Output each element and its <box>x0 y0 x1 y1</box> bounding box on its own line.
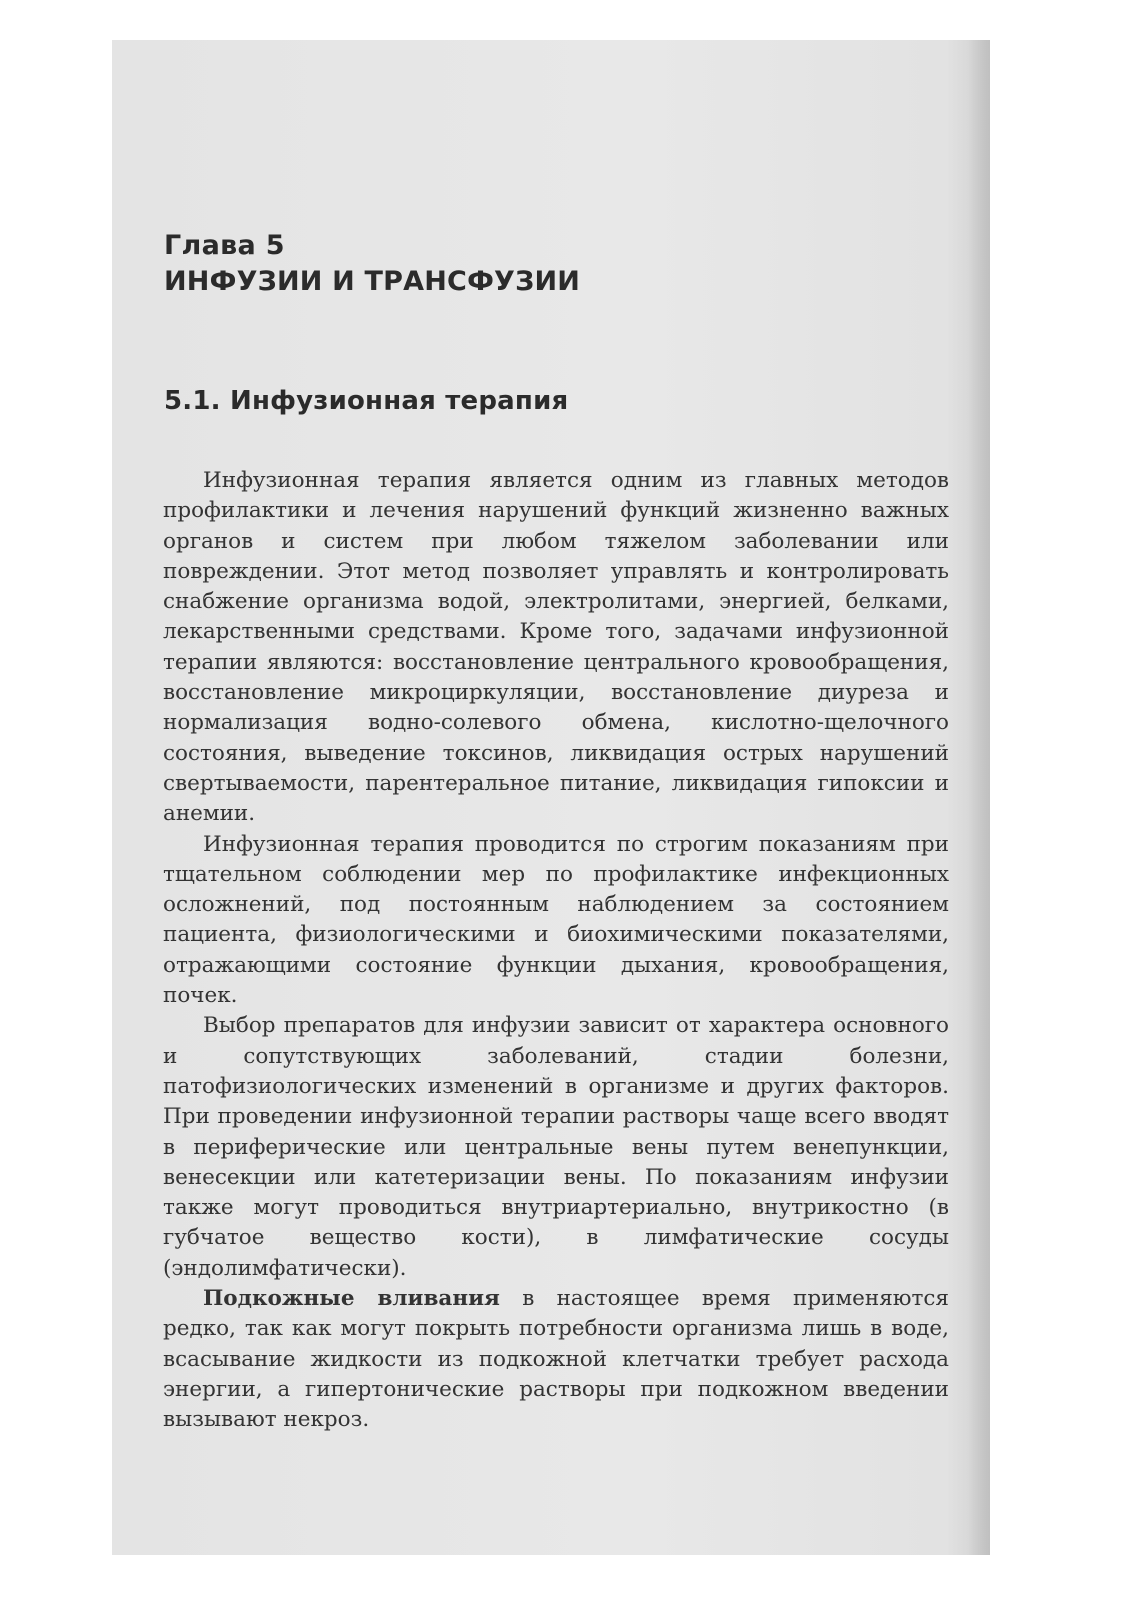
paragraph-4-text: в настоящее время применяются редко, так как могут покрыть потребности организма лишь в воде, всасывание жидкости из подкожной клетчатки требует расхода энергии, а гипертонические растворы при подкожном введении вызывают некроз. <box>163 1286 949 1433</box>
chapter-heading <box>164 228 580 300</box>
paragraph-4 <box>163 1284 949 1435</box>
chapter-label: Глава 5 <box>164 230 285 261</box>
chapter-title: ИНФУЗИИ И ТРАНСФУЗИИ <box>164 266 581 297</box>
paragraph-2: Инфузионная терапия проводится по строгим показаниям при тщательном соблюдении мер по профилактике инфекционных осложнений, под постоянным наблюдением за состоянием пациента, физиологическими и биохимическими показателями, отражающими состояние функции дыхания, кровообращения, почек. <box>163 831 949 1009</box>
page-edge-shadow <box>968 40 990 1555</box>
paragraph-3: Выбор препаратов для инфузии зависит от характера основного и сопутствующих заболеваний, стадии болезни, патофизиологических изменений в организме и других факторов. При проведении инфузионной терапии растворы чаще всего вводят в периферические или центральные вены путем венепункции, венесекции или катетеризации вены. По показаниям инфузии также могут проводиться внутриартериально, внутрикостно (в губчатое вещество кости), в лимфатические сосуды (эндолимфатически). <box>163 1013 949 1281</box>
scanned-page <box>112 40 990 1555</box>
section-title: 5.1. Инфузионная терапия <box>164 386 569 416</box>
bold-term: Подкожные вливания <box>203 1286 500 1312</box>
body-text <box>163 466 949 1436</box>
paragraph-1: Инфузионная терапия является одним из главных методов профилактики и лечения нарушений функций жизненно важных органов и систем при любом тяжелом заболевании или повреждении. Этот метод позволяет управлять и контролировать снабжение организма водой, электролитами, энергией, белками, лекарственными средствами. Кроме того, задачами инфузионной терапии являются: восстановление центрального кровообращения, восстановление микроциркуляции, восстановление диуреза и нормализация водно-солевого обмена, кислотно-щелочного состояния, выведение токсинов, ликвидация острых нарушений свертываемости, парентеральное питание, ликвидация гипоксии и анемии. <box>163 468 949 827</box>
